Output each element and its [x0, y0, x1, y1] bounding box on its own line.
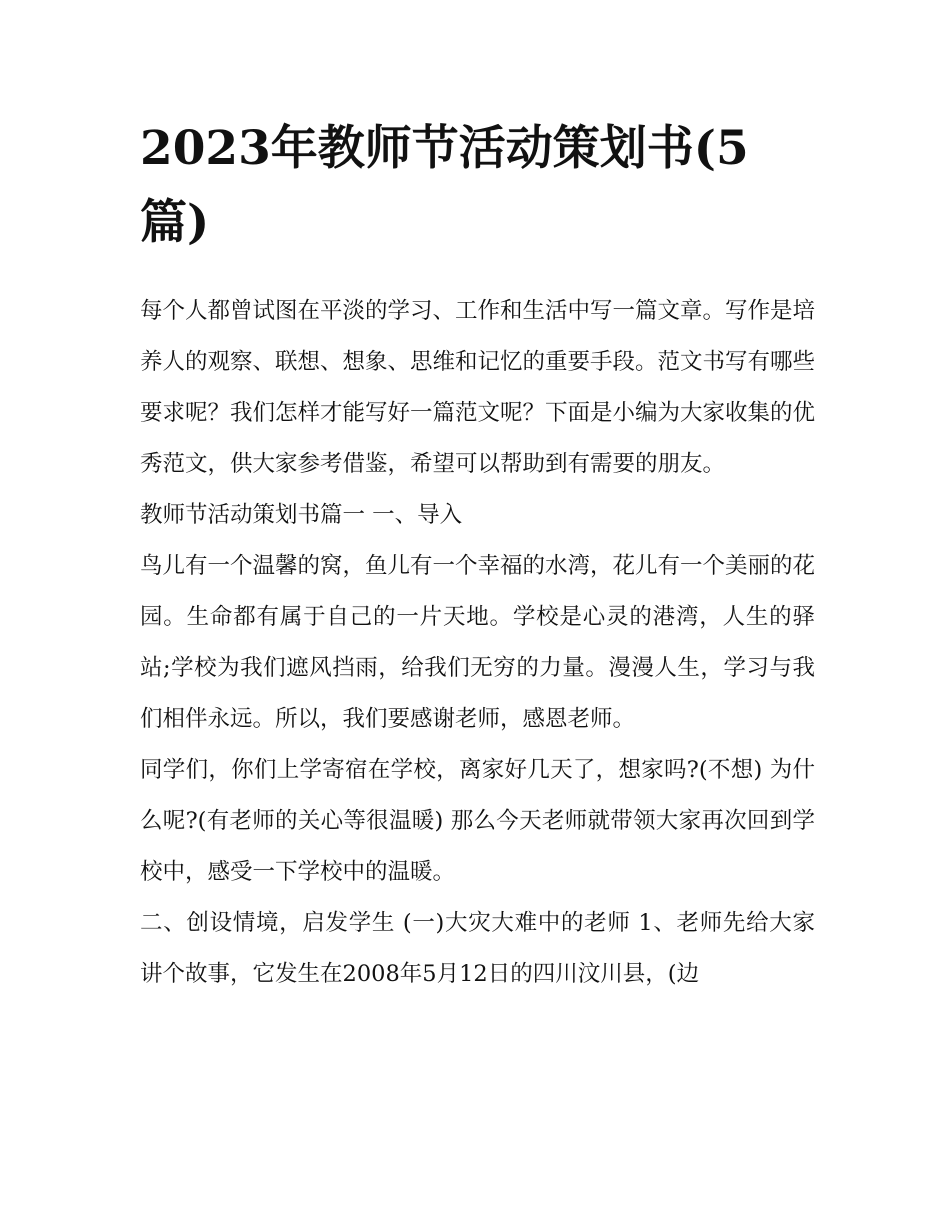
paragraph-section-heading: 教师节活动策划书篇一 一、导入 [140, 502, 463, 528]
document-title: 2023年教师节活动策划书(5篇) [140, 121, 749, 250]
paragraph-section-two: 二、创设情境，启发学生 (一)大灾大难中的老师 1、老师先给大家讲个故事，它发生在2008年5月12日的四川汶川县，(边 [140, 910, 815, 987]
paragraph-intro: 每个人都曾试图在平淡的学习、工作和生活中写一篇文章。写作是培养人的观察、联想、想象、思维和记忆的重要手段。范文书写有哪些要求呢？我们怎样才能写好一篇范文呢？下面是小编为大家收集的优秀范文，供大家参考借鉴，希望可以帮助到有需要的朋友。 [140, 298, 816, 477]
document-page [140, 112, 815, 1000]
paragraph-intro-story: 鸟儿有一个温馨的窝，鱼儿有一个幸福的水湾，花儿有一个美丽的花园。生命都有属于自己的一片天地。学校是心灵的港湾，人生的驿站;学校为我们遮风挡雨，给我们无穷的力量。漫漫人生，学习与我们相伴永远。所以，我们要感谢老师，感恩老师。 [140, 553, 816, 732]
paragraph-question: 同学们，你们上学寄宿在学校，离家好几天了，想家吗?(不想) 为什么呢?(有老师的关心等很温暖) 那么今天老师就带领大家再次回到学校中，感受一下学校中的温暖。 [140, 757, 815, 885]
